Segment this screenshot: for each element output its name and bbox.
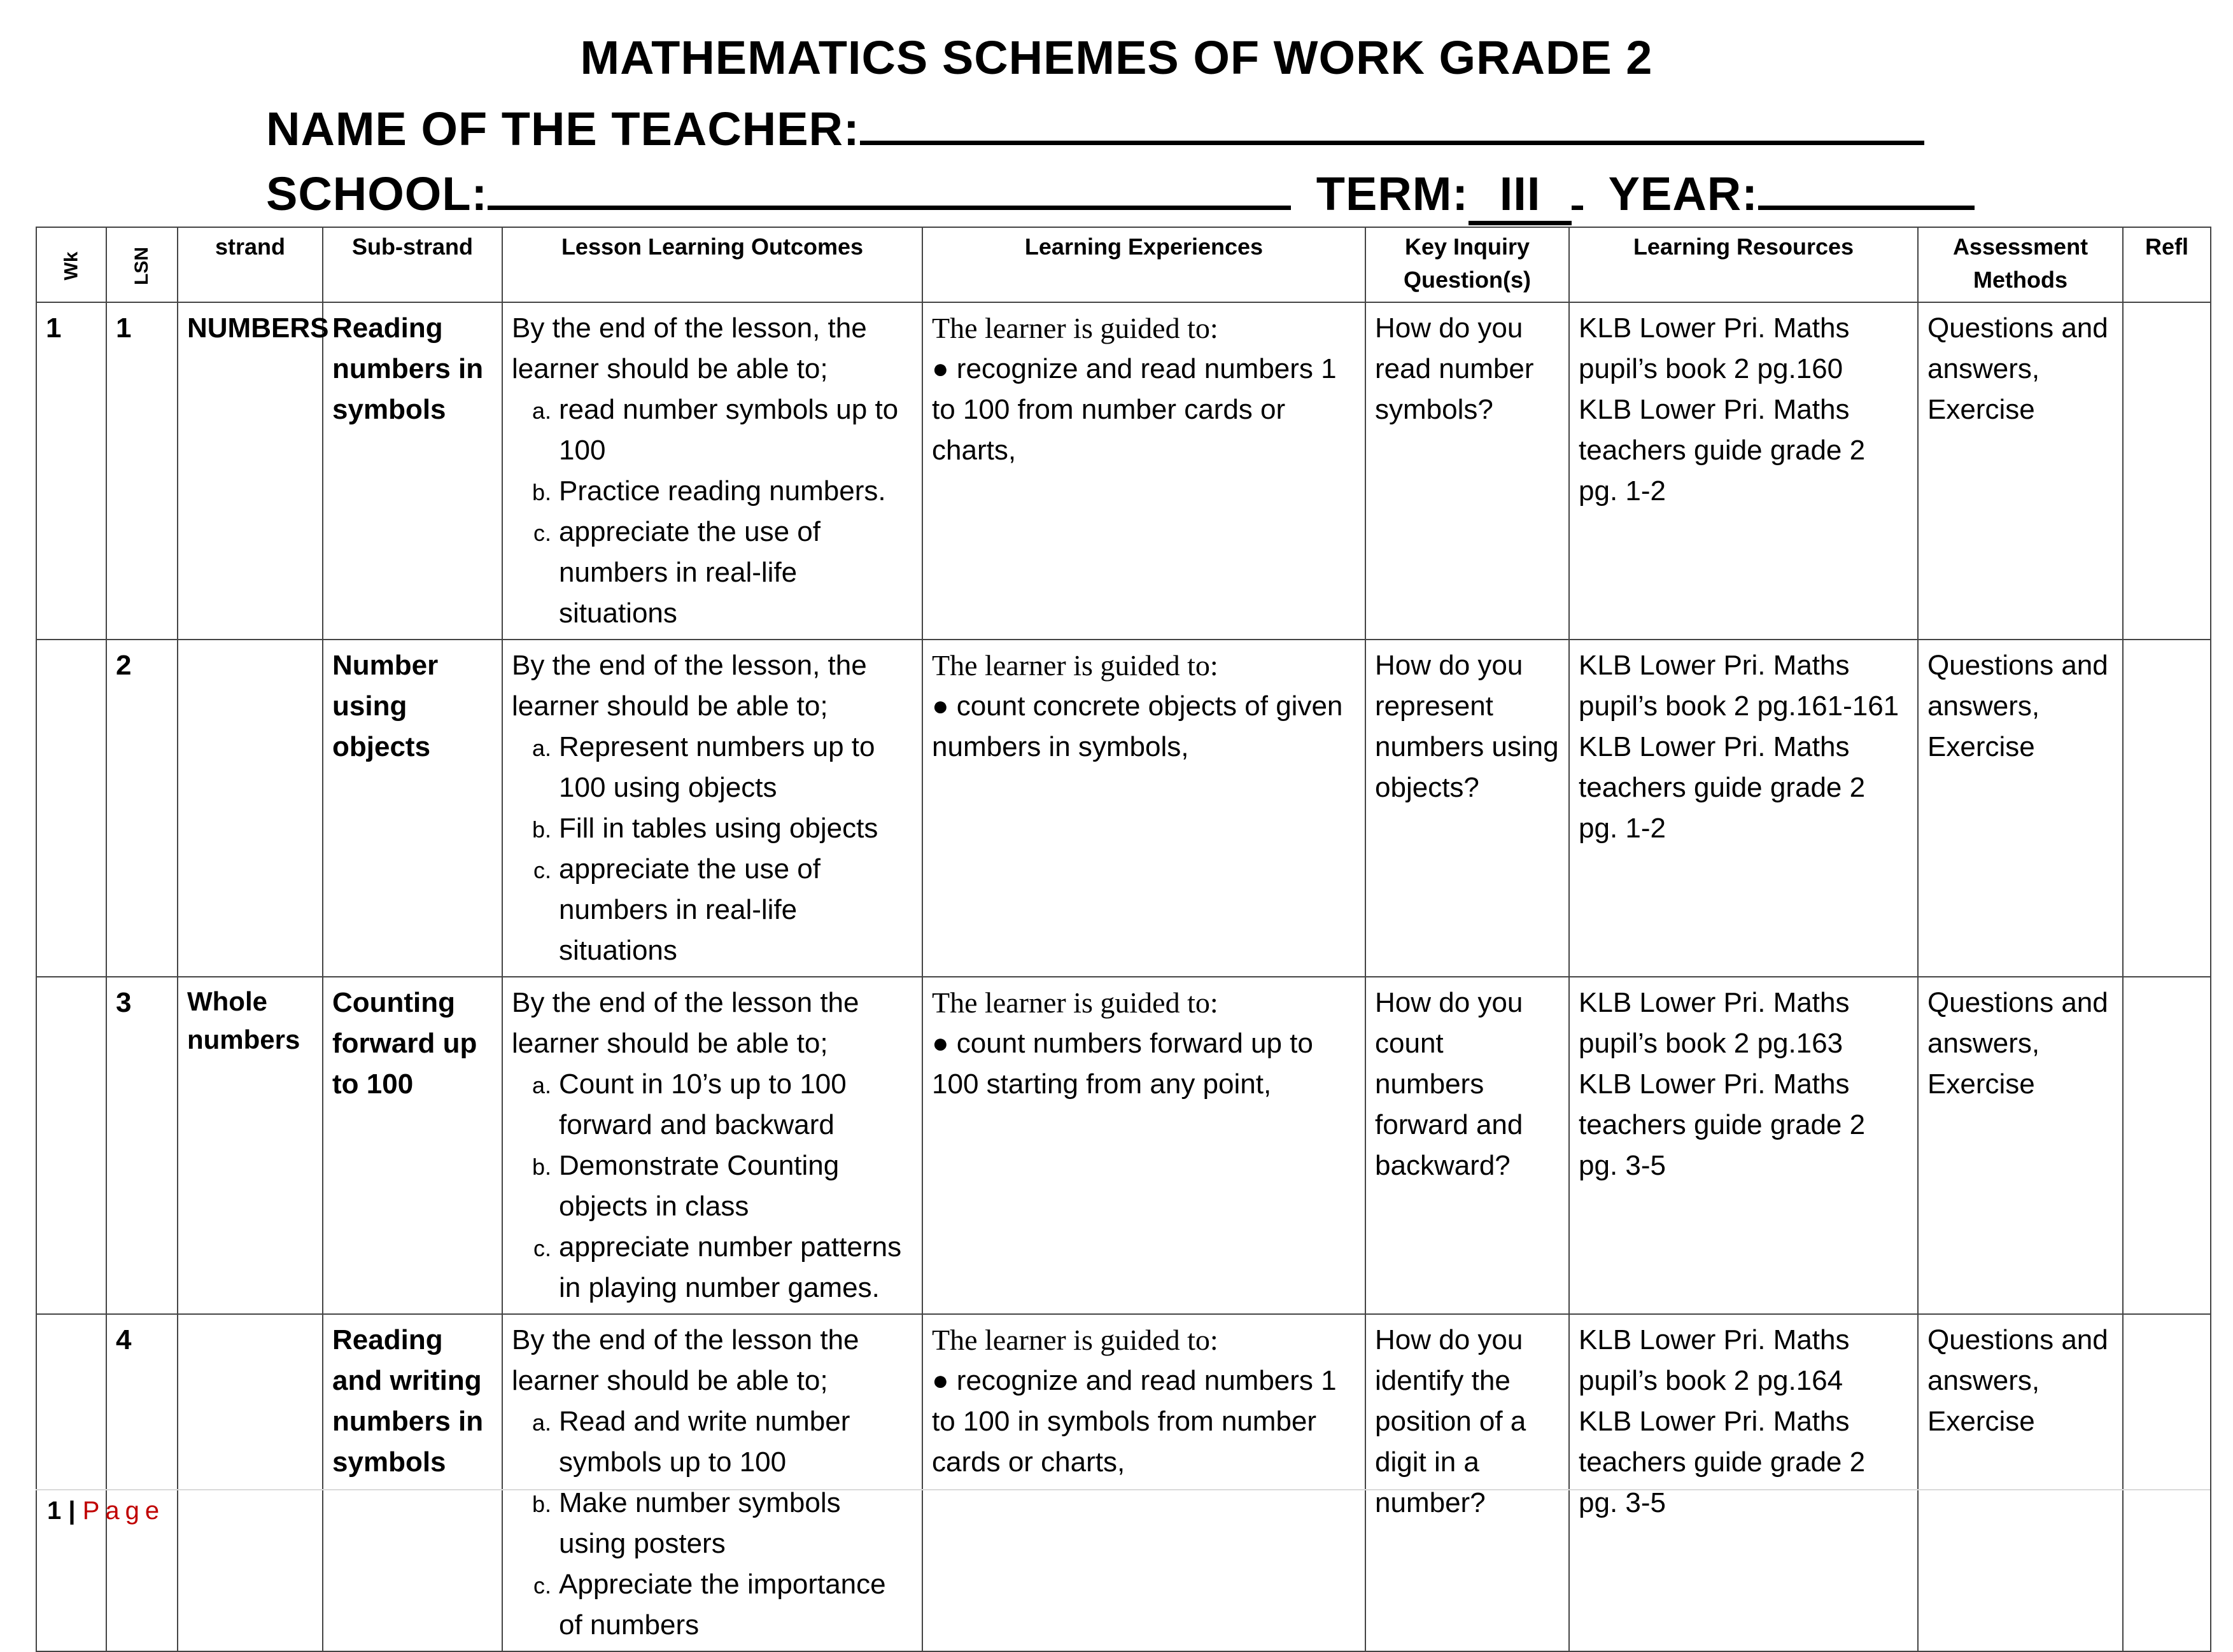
cell-assessment: Questions and answers, Exercise	[1918, 977, 2123, 1314]
cell-resources	[1569, 302, 1918, 640]
experiences-intro: The learner is guided to:	[932, 312, 1218, 344]
col-header-reflection: Refl	[2123, 227, 2211, 302]
cell-experiences	[922, 977, 1365, 1314]
document-title: MATHEMATICS SCHEMES OF WORK GRADE 2	[580, 31, 1653, 84]
list-item: c. appreciate the use of numbers in real-life situations	[558, 849, 913, 971]
teacher-line	[266, 102, 1924, 156]
term-label: TERM:	[1316, 167, 1469, 220]
cell-week: 1	[36, 302, 106, 640]
col-header-assessment: Assessment Methods	[1918, 227, 2123, 302]
outcomes-intro: By the end of the lesson the learner should be able to;	[512, 1324, 859, 1396]
experiences-text: ● count numbers forward up to 100 starting from any point,	[932, 1028, 1313, 1100]
term-value: III	[1469, 167, 1572, 225]
outcomes-intro: By the end of the lesson the learner should be able to;	[512, 987, 859, 1059]
school-term-year-line	[266, 167, 1975, 225]
footer-separator: |	[68, 1497, 76, 1525]
resource-pupil-book: KLB Lower Pri. Maths pupil’s book 2 pg.163	[1579, 987, 1850, 1059]
cell-outcomes	[502, 977, 922, 1314]
cell-week	[36, 640, 106, 977]
table-row	[36, 977, 2211, 1314]
col-header-sub-strand: Sub-strand	[323, 227, 502, 302]
cell-week	[36, 977, 106, 1314]
year-blank	[1758, 167, 1975, 210]
cell-reflection	[2123, 640, 2211, 977]
cell-strand: Whole numbers	[178, 977, 323, 1314]
cell-lesson: 2	[106, 640, 178, 977]
experiences-text: ● count concrete objects of given numbers in symbols,	[932, 690, 1343, 762]
school-name-blank	[488, 167, 1291, 210]
cell-outcomes	[502, 302, 922, 640]
resource-pupil-book: KLB Lower Pri. Maths pupil’s book 2 pg.164	[1579, 1324, 1850, 1396]
cell-sub-strand: Reading and writing numbers in symbols	[323, 1314, 502, 1651]
page-number: 1	[47, 1497, 62, 1525]
cell-week	[36, 1314, 106, 1651]
cell-key-question: How do you read number symbols?	[1365, 302, 1569, 640]
list-item: a. Represent numbers up to 100 using objects	[558, 727, 913, 808]
school-label: SCHOOL:	[266, 167, 488, 220]
col-header-outcomes: Lesson Learning Outcomes	[502, 227, 922, 302]
cell-reflection	[2123, 302, 2211, 640]
cell-lesson: 1	[106, 302, 178, 640]
year-label: YEAR:	[1608, 167, 1758, 220]
cell-outcomes	[502, 1314, 922, 1651]
cell-resources	[1569, 977, 1918, 1314]
list-item: b. Fill in tables using objects	[558, 808, 913, 849]
teacher-name-blank	[860, 102, 1924, 145]
col-header-lsn: LSN	[106, 227, 178, 302]
resource-pupil-book: KLB Lower Pri. Maths pupil’s book 2 pg.161-161	[1579, 650, 1899, 722]
cell-strand: NUMBERS	[178, 302, 323, 640]
list-item: c. appreciate the use of numbers in real-life situations	[558, 512, 913, 634]
table-header-row	[36, 227, 2211, 302]
list-item: a. read number symbols up to 100	[558, 389, 913, 471]
resource-teacher-guide: KLB Lower Pri. Maths teachers guide grade 2 pg. 1-2	[1579, 394, 1866, 507]
cell-key-question: How do you identify the position of a digit in a number?	[1365, 1314, 1569, 1651]
list-item: b. Practice reading numbers.	[558, 471, 913, 512]
cell-experiences	[922, 302, 1365, 640]
list-item: a. Read and write number symbols up to 100	[558, 1401, 913, 1483]
resource-teacher-guide: KLB Lower Pri. Maths teachers guide grade 2 pg. 3-5	[1579, 1068, 1866, 1181]
footer-divider	[36, 1489, 2210, 1490]
teacher-label: NAME OF THE TEACHER:	[266, 102, 860, 155]
col-header-wk: Wk	[36, 227, 106, 302]
cell-sub-strand: Reading numbers in symbols	[323, 302, 502, 640]
cell-key-question: How do you count numbers forward and backward?	[1365, 977, 1569, 1314]
resource-teacher-guide: KLB Lower Pri. Maths teachers guide grade 2 pg. 1-2	[1579, 731, 1866, 844]
col-header-experiences: Learning Experiences	[922, 227, 1365, 302]
experiences-intro: The learner is guided to:	[932, 1324, 1218, 1356]
cell-reflection	[2123, 977, 2211, 1314]
cell-resources	[1569, 640, 1918, 977]
cell-assessment: Questions and answers, Exercise	[1918, 640, 2123, 977]
experiences-intro: The learner is guided to:	[932, 649, 1218, 682]
scheme-of-work-table	[36, 227, 2211, 1652]
resource-teacher-guide: KLB Lower Pri. Maths teachers guide grade 2 pg. 3-5	[1579, 1406, 1866, 1518]
experiences-text: ● recognize and read numbers 1 to 100 in symbols from number cards or charts,	[932, 1365, 1337, 1478]
resource-pupil-book: KLB Lower Pri. Maths pupil’s book 2 pg.160	[1579, 312, 1850, 384]
table-row	[36, 1314, 2211, 1651]
outcomes-intro: By the end of the lesson, the learner should be able to;	[512, 650, 867, 722]
cell-lesson: 4	[106, 1314, 178, 1651]
cell-strand	[178, 640, 323, 977]
outcomes-list	[512, 1401, 913, 1646]
page-label: Page	[82, 1497, 166, 1525]
cell-sub-strand: Number using objects	[323, 640, 502, 977]
table-row	[36, 302, 2211, 640]
cell-outcomes	[502, 640, 922, 977]
cell-experiences	[922, 640, 1365, 977]
outcomes-list	[512, 1064, 913, 1308]
experiences-text: ● recognize and read numbers 1 to 100 from number cards or charts,	[932, 353, 1337, 466]
page-footer	[47, 1497, 165, 1525]
col-header-key-inquiry: Key Inquiry Question(s)	[1365, 227, 1569, 302]
list-item: b. Make number symbols using posters	[558, 1483, 913, 1564]
list-item: a. Count in 10’s up to 100 forward and backward	[558, 1064, 913, 1145]
outcomes-list	[512, 389, 913, 634]
outcomes-list	[512, 727, 913, 971]
list-item: c. Appreciate the importance of numbers	[558, 1564, 913, 1646]
cell-key-question: How do you represent numbers using objects?	[1365, 640, 1569, 977]
cell-experiences	[922, 1314, 1365, 1651]
col-header-resources: Learning Resources	[1569, 227, 1918, 302]
cell-sub-strand: Counting forward up to 100	[323, 977, 502, 1314]
experiences-intro: The learner is guided to:	[932, 986, 1218, 1019]
col-header-strand: strand	[178, 227, 323, 302]
cell-lesson: 3	[106, 977, 178, 1314]
list-item: c. appreciate number patterns in playing number games.	[558, 1227, 913, 1308]
cell-strand	[178, 1314, 323, 1651]
cell-resources	[1569, 1314, 1918, 1651]
cell-assessment: Questions and answers, Exercise	[1918, 302, 2123, 640]
table-row	[36, 640, 2211, 977]
cell-assessment: Questions and answers, Exercise	[1918, 1314, 2123, 1651]
outcomes-intro: By the end of the lesson, the learner should be able to;	[512, 312, 867, 384]
cell-reflection	[2123, 1314, 2211, 1651]
list-item: b. Demonstrate Counting objects in class	[558, 1145, 913, 1227]
term-blank	[1572, 167, 1583, 210]
